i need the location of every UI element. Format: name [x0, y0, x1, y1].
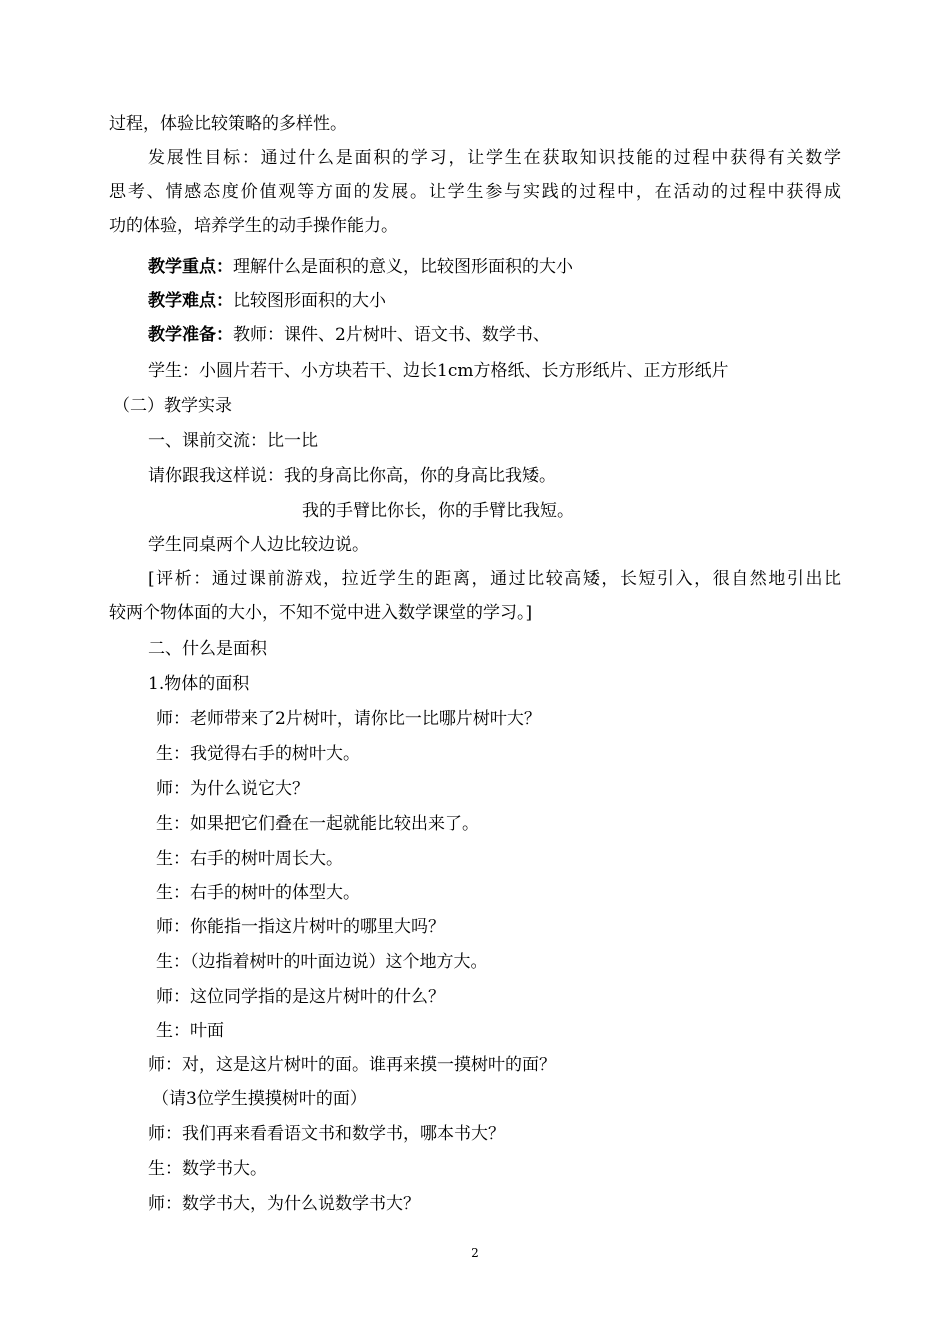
dialogue-line: （请3位学生摸摸树叶的面） — [152, 1089, 367, 1109]
preparation-label: 教学准备： — [148, 325, 233, 345]
subsection-heading: 一、课前交流：比一比 — [148, 431, 318, 451]
comment-line: [评析：通过课前游戏，拉近学生的距离，通过比较高矮，长短引入，很自然地引出比 — [148, 569, 841, 589]
dialogue-line: 师：对，这是这片树叶的面。谁再来摸一摸树叶的面？ — [148, 1055, 556, 1075]
key-points-line — [0, 255, 950, 279]
paragraph-line: 过程，体验比较策略的多样性。 — [109, 114, 347, 134]
dialogue-line: 师：我们再来看看语文书和数学书，哪本书大？ — [148, 1124, 505, 1144]
dialogue-line: 生：（边指着树叶的叶面边说）这个地方大。 — [156, 952, 488, 972]
paragraph-line: 学生：小圆片若干、小方块若干、边长1cm方格纸、长方形纸片、正方形纸片 — [148, 361, 729, 381]
dialogue-line: 生：叶面 — [156, 1021, 224, 1041]
dialogue-line: 生：我觉得右手的树叶大。 — [156, 744, 360, 764]
difficulties-line — [0, 289, 950, 313]
preparation-text: 教师：课件、2片树叶、语文书、数学书、 — [233, 325, 550, 345]
paragraph-line: 学生同桌两个人边比较边说。 — [148, 535, 369, 555]
dialogue-line: 生：数学书大。 — [148, 1159, 267, 1179]
comment-line: 较两个物体面的大小，不知不觉中进入数学课堂的学习。] — [109, 603, 533, 623]
paragraph-line: 发展性目标：通过什么是面积的学习，让学生在获取知识技能的过程中获得有关数学 — [148, 148, 841, 168]
difficulties-text: 比较图形面积的大小 — [233, 291, 386, 311]
paragraph-line: 我的手臂比你长，你的手臂比我短。 — [302, 501, 574, 521]
dialogue-line: 师：你能指一指这片树叶的哪里大吗？ — [156, 917, 445, 937]
preparation-line — [0, 323, 950, 347]
subsection-heading: 1.物体的面积 — [148, 674, 250, 694]
dialogue-line: 师：数学书大，为什么说数学书大？ — [148, 1194, 420, 1214]
dialogue-line: 师：这位同学指的是这片树叶的什么？ — [156, 987, 445, 1007]
section-heading: （二）教学实录 — [113, 396, 232, 416]
difficulties-label: 教学难点： — [148, 291, 233, 311]
dialogue-line: 师：老师带来了2片树叶，请你比一比哪片树叶大？ — [156, 709, 541, 729]
dialogue-line: 生：如果把它们叠在一起就能比较出来了。 — [156, 814, 479, 834]
dialogue-line: 师：为什么说它大？ — [156, 779, 309, 799]
page-number: 2 — [471, 1246, 479, 1260]
key-points-text: 理解什么是面积的意义，比较图形面积的大小 — [233, 257, 573, 277]
dialogue-line: 生：右手的树叶周长大。 — [156, 849, 343, 869]
paragraph-line: 功的体验，培养学生的动手操作能力。 — [109, 216, 398, 236]
dialogue-line: 生：右手的树叶的体型大。 — [156, 883, 360, 903]
paragraph-line: 思考、情感态度价值观等方面的发展。让学生参与实践的过程中，在活动的过程中获得成 — [109, 182, 841, 202]
key-points-label: 教学重点： — [148, 257, 233, 277]
subsection-heading: 二、什么是面积 — [148, 639, 267, 659]
paragraph-line: 请你跟我这样说：我的身高比你高，你的身高比我矮。 — [148, 466, 556, 486]
